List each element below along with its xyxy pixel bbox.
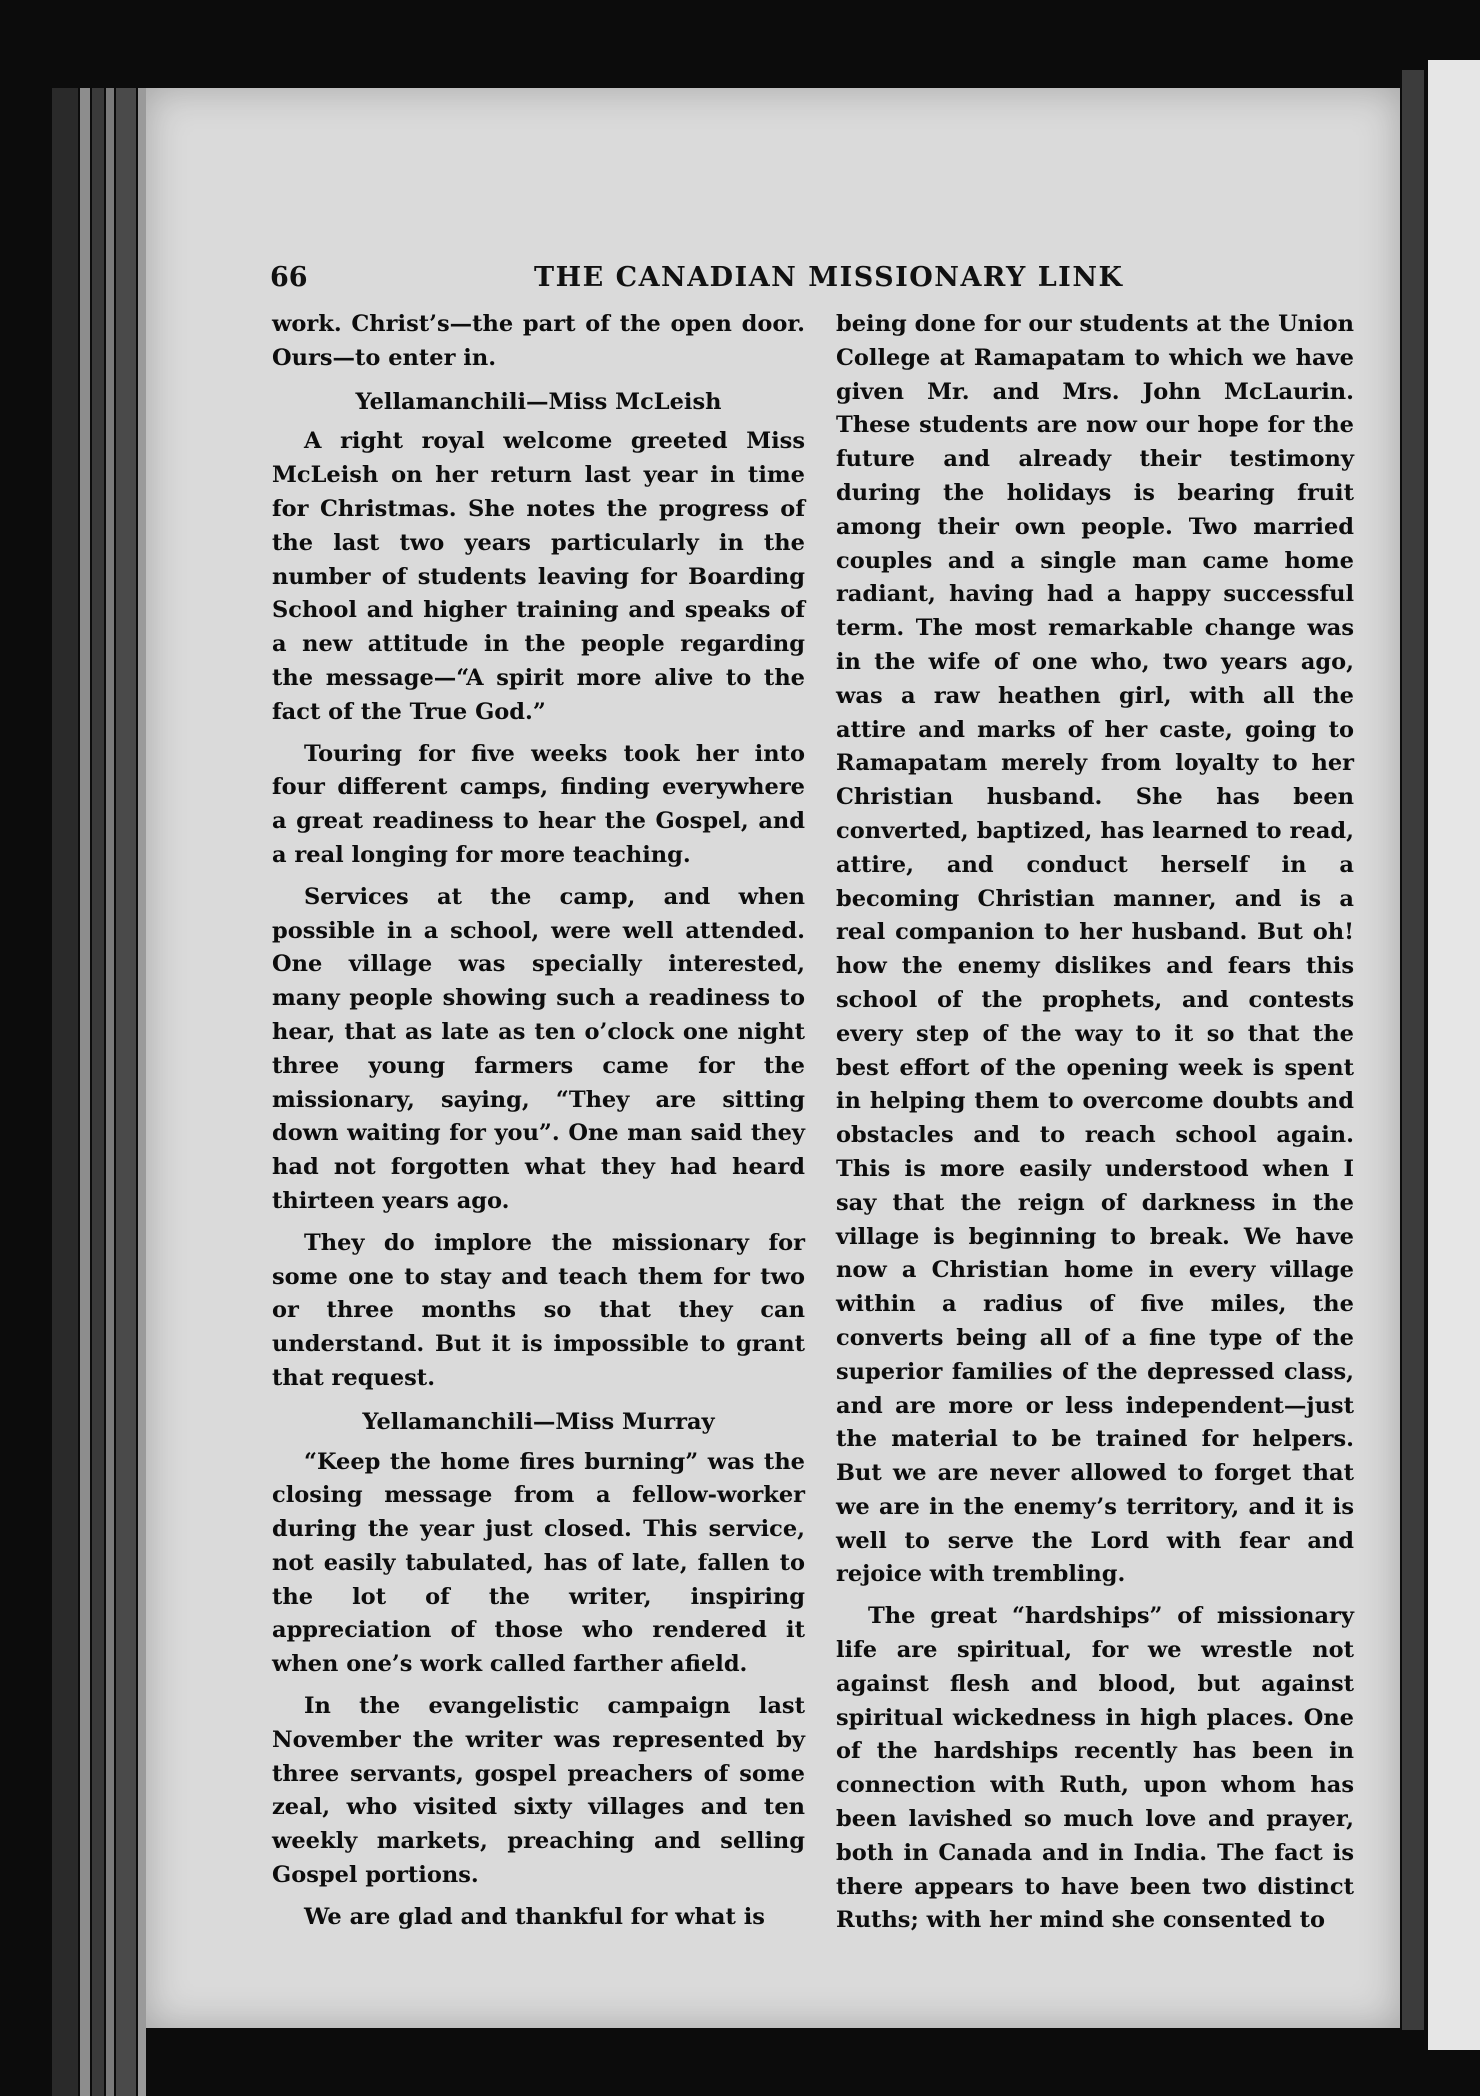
paragraph: They do implore the missionary for some one to stay and teach them for two or three months so that they can understand. But it is impossible to grant that request.: [272, 1229, 805, 1391]
paragraph: “Keep the home fires burning” was the closing message from a fellow-worker during the year just closed. This service, not easily tabulated, has of late, fallen to the lot of the writer, inspiring appreciation of those who rendered it when one’s work called farther afield.: [272, 1448, 805, 1678]
paragraph: We are glad and thankful for what is: [304, 1903, 765, 1930]
paragraph: Touring for five weeks took her into four different camps, finding everywhere a great readiness to hear the Gospel, and a real longing for more teaching.: [272, 740, 805, 868]
paragraph: work. Christ’s—the part of the open door. Ours—to enter in.: [272, 311, 805, 371]
running-title: THE CANADIAN MISSIONARY LINK: [534, 262, 1124, 293]
paragraph: The great “hardships” of missionary life are spiritual, for we wrestle not against flesh and blood, but against spiritual wickedness in high places. One of the hardships recently has been in connection with Ruth, upon whom has been lavished so much love and prayer, both in Canada and in India. The fact is there appears to have been two distinct Ruths; with her mind she consented to: [836, 1603, 1354, 1934]
left-column: [272, 308, 805, 1935]
paragraph: A right royal welcome greeted Miss McLeish on her return last year in time for Christmas. She notes the progress of the last two years particularly in the number of students leaving for Boarding School and higher training and speaks of a new attitude in the people regarding the message—“A spirit more alive to the fact of the True God.”: [272, 428, 805, 725]
book-edge: [116, 88, 136, 2096]
paragraph: In the evangelistic campaign last November the writer was represented by three servants, gospel preachers of some zeal, who visited sixty villages and ten weekly markets, preaching and selling Gospel portions.: [272, 1693, 805, 1889]
section-heading: Yellamanchili—Miss McLeish: [355, 388, 722, 415]
section-heading: Yellamanchili—Miss Murray: [362, 1408, 715, 1435]
book-edge: [80, 88, 90, 2096]
book-edge: [106, 88, 114, 2096]
book-edge: [92, 88, 104, 2096]
paragraph: being done for our students at the Union College at Ramapatam to which we have given Mr. and Mrs. John McLaurin. These students are now our hope for the future and already their testimony during the holidays is bearing fruit among their own people. Two married couples and a single man came home radiant, having had a happy successful term. The most remarkable change was in the wife of one who, two years ago, was a raw heathen girl, with all the attire and marks of her caste, going to Ramapatam merely from loyalty to her Christian husband. She has been converted, baptized, has learned to read, attire, and conduct herself in a becoming Christian manner, and is a real companion to her husband. But oh! how the enemy dislikes and fears this school of the prophets, and contests every step of the way to it so that the best effort of the opening week is spent in helping them to overcome doubts and obstacles and to reach school again. This is more easily understood when I say that the reign of darkness in the village is beginning to break. We have now a Christian home in every village within a radius of five miles, the converts being all of a fine type of the superior families of the depressed class, and are more or less independent—just the material to be trained for helpers. But we are never allowed to forget that we are in the enemy’s territory, and it is well to serve the Lord with fear and rejoice with trembling.: [836, 311, 1354, 1588]
page-header: [0, 262, 1480, 302]
right-column: [836, 308, 1354, 1938]
book-edge: [138, 88, 146, 2096]
book-edge: [52, 88, 78, 2096]
page-number: 66: [270, 262, 308, 293]
paragraph: Services at the camp, and when possible in a school, were well attended. One village was specially interested, many people showing such a readiness to hear, that as late as ten o’clock one night three young farmers came for the missionary, saying, “They are sitting down waiting for you”. One man said they had not forgotten what they had heard thirteen years ago.: [272, 883, 805, 1214]
facing-page-edge: [1428, 60, 1480, 2050]
book-gutter: [1402, 70, 1424, 2030]
